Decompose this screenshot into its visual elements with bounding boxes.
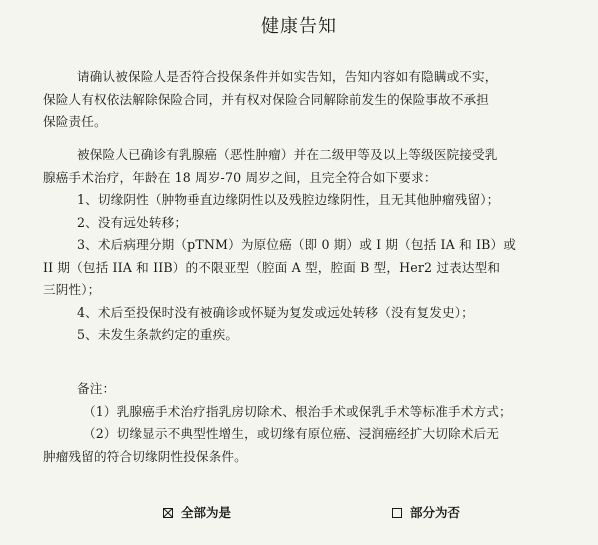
- page-title: 健康告知: [261, 16, 337, 37]
- conditions-lead-line: 腺癌手术治疗，年龄在 18 周岁-70 周岁之间，且完全符合如下要求：: [43, 169, 437, 185]
- condition-item-3-continued: II 期（包括 IIA 和 IIB）的不限亚型（腔面 A 型，腔面 B 型，Her2 过表达型和: [43, 259, 501, 275]
- condition-item-3: 3、术后病理分期（pTNM）为原位癌（即 0 期）或 I 期（包括 IA 和 IB）或: [77, 237, 516, 252]
- intro-line: 保险责任。: [43, 114, 107, 129]
- partial-no-label: 部分为否: [410, 505, 461, 520]
- all-yes-option[interactable]: [163, 503, 231, 523]
- conditions-paragraph: [43, 144, 558, 347]
- partial-no-option[interactable]: [392, 503, 460, 523]
- conditions-lead-line: 被保险人已确诊有乳腺癌（恶性肿瘤）并在二级甲等及以上等级医院接受乳: [77, 147, 498, 162]
- note-item-2-continued: 肿瘤残留的符合切缘阴性投保条件。: [43, 448, 247, 464]
- condition-item-4: 4、术后至投保时没有被确诊或怀疑为复发或远处转移（没有复发史）；: [77, 304, 474, 320]
- condition-item-3-continued: 三阴性）；: [43, 282, 101, 297]
- notes-section: [43, 378, 558, 468]
- answer-options: [0, 503, 598, 525]
- note-item-1: （1）乳腺癌手术治疗指乳房切除术、根治手术或保乳手术等标准手术方式；: [83, 403, 512, 419]
- note-item-2: （2）切缘显示不典型性增生，或切缘有原位癌、浸润癌经扩大切除术后无: [83, 426, 499, 441]
- intro-paragraph: [43, 66, 558, 134]
- unchecked-checkbox-icon[interactable]: [392, 508, 402, 518]
- condition-item-1: 1、切缘阴性（肿物垂直边缘阴性以及残腔边缘阴性，且无其他肿瘤残留）；: [77, 192, 500, 207]
- all-yes-label: 全部为是: [181, 505, 232, 520]
- intro-line: 请确认被保险人是否符合投保条件并如实告知，告知内容如有隐瞒或不实，: [77, 69, 498, 84]
- condition-item-2: 2、没有远处转移；: [77, 214, 188, 230]
- checked-checkbox-icon[interactable]: [163, 508, 173, 518]
- condition-item-5: 5、未发生条款约定的重疾。: [77, 327, 239, 342]
- intro-line: 保险人有权依法解除保险合同，并有权对保险合同解除前发生的保险事故不承担: [43, 91, 490, 107]
- notes-title: 备注：: [77, 381, 116, 396]
